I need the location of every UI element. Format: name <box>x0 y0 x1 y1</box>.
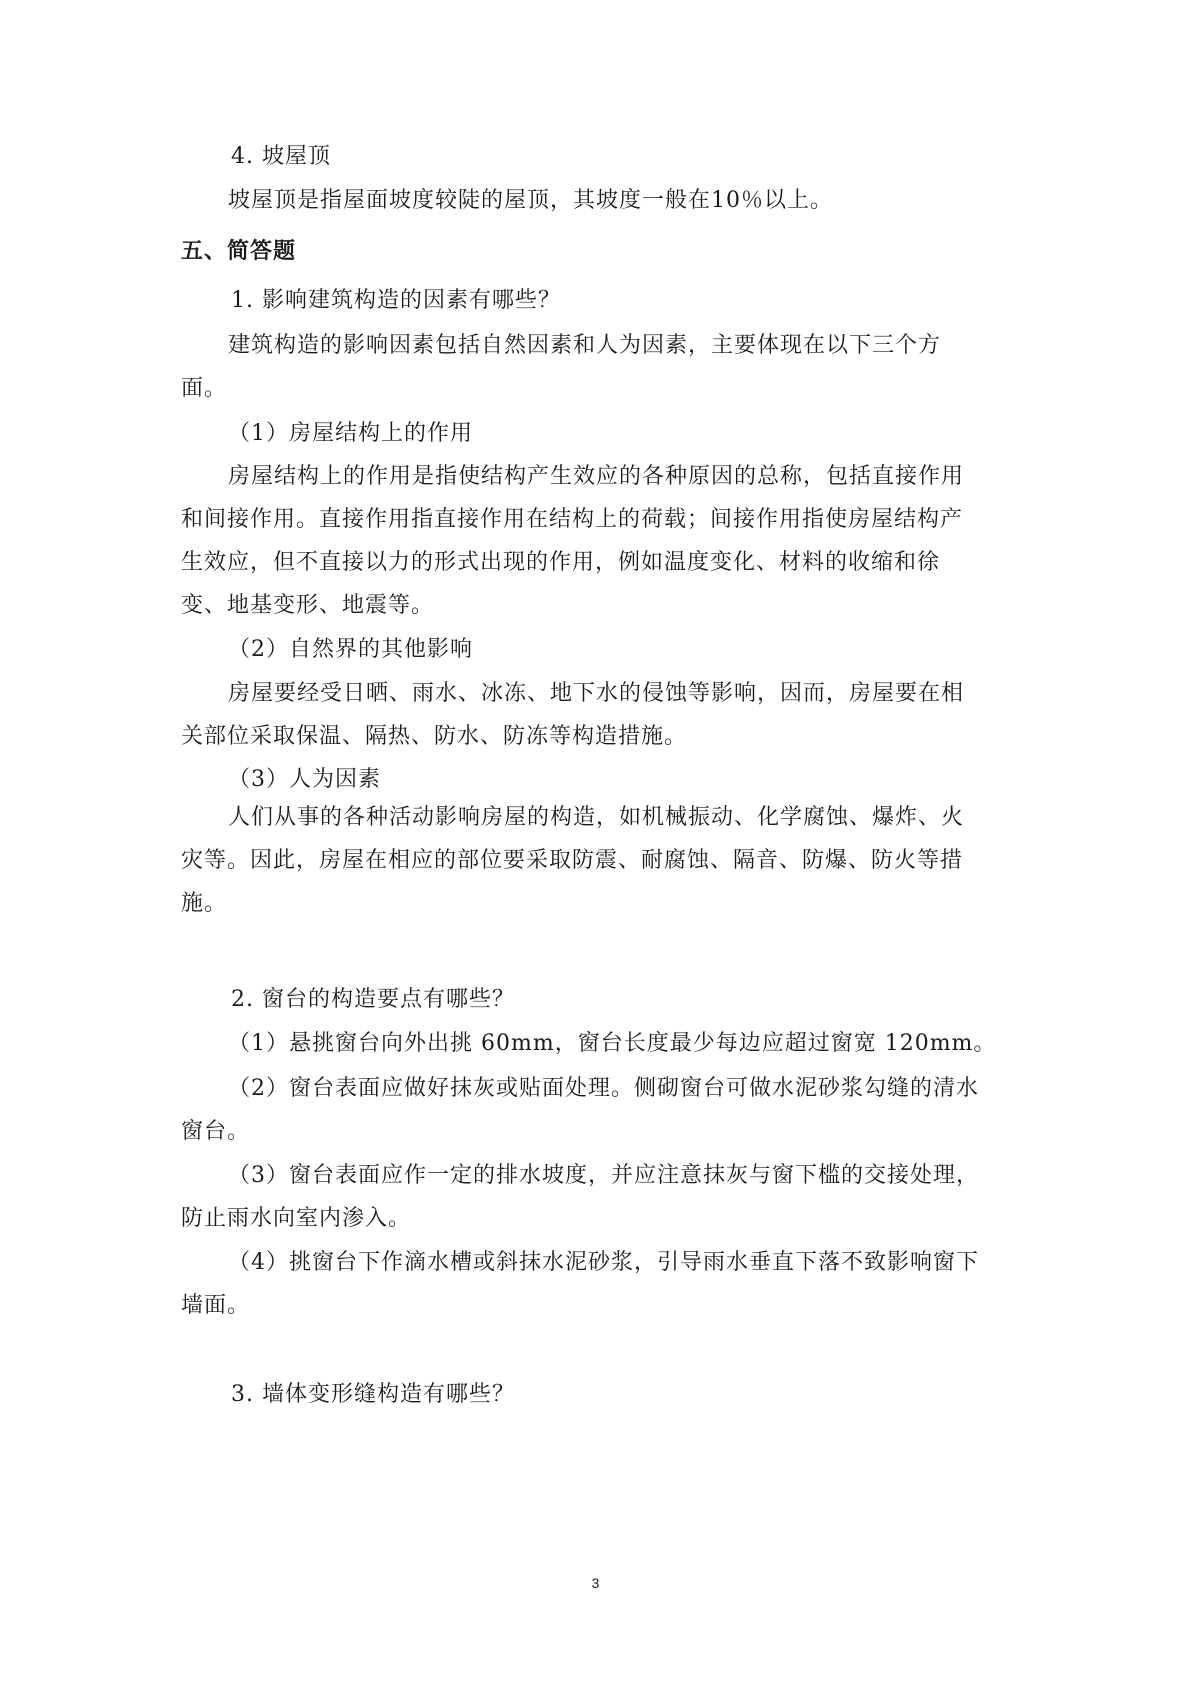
q2-point-1: （1）悬挑窗台向外出挑 60mm，窗台长度最少每边应超过窗宽 120mm。 <box>228 1031 997 1056</box>
section-5-heading: 五、简答题 <box>181 239 297 264</box>
q1-sub3-line-1: 人们从事的各种活动影响房屋的构造，如机械振动、化学腐蚀、爆炸、火 <box>228 805 965 830</box>
q2-point-2-line-2: 窗台。 <box>181 1119 251 1144</box>
q1-intro-line-2: 面。 <box>181 376 228 401</box>
q2-point-2-line-1: （2）窗台表面应做好抹灰或贴面处理。侧砌窗台可做水泥砂浆勾缝的清水 <box>228 1076 979 1101</box>
question-2: 2. 窗台的构造要点有哪些？ <box>231 987 515 1012</box>
q1-sub3-line-2: 灾等。因此，房屋在相应的部位要采取防震、耐腐蚀、隔音、防爆、防火等措 <box>181 848 964 873</box>
q2-point-3-line-1: （3）窗台表面应作一定的排水坡度，并应注意抹灰与窗下槛的交接处理， <box>228 1163 979 1188</box>
question-1: 1. 影响建筑构造的因素有哪些？ <box>231 288 561 313</box>
q1-sub1-title: （1）房屋结构上的作用 <box>228 421 473 446</box>
q1-sub2-line-2: 关部位采取保温、隔热、防水、防冻等构造措施。 <box>181 724 688 749</box>
q1-sub3-title: （3）人为因素 <box>228 767 381 792</box>
q1-sub1-line-3: 生效应，但不直接以力的形式出现的作用，例如温度变化、材料的收缩和徐 <box>181 550 941 575</box>
question-3: 3. 墙体变形缝构造有哪些？ <box>231 1382 515 1407</box>
q1-sub2-title: （2）自然界的其他影响 <box>228 637 473 662</box>
q1-intro-line-1: 建筑构造的影响因素包括自然因素和人为因素，主要体现在以下三个方 <box>228 333 942 358</box>
q1-sub3-line-3: 施。 <box>181 891 228 916</box>
section-4-text: 坡屋顶是指屋面坡度较陡的屋顶，其坡度一般在10％以上。 <box>228 188 833 213</box>
q1-sub1-line-1: 房屋结构上的作用是指使结构产生效应的各种原因的总称，包括直接作用 <box>228 464 965 489</box>
section-4-title: 4. 坡屋顶 <box>231 144 331 169</box>
page-number: 3 <box>591 1575 600 1591</box>
q1-sub2-line-1: 房屋要经受日晒、雨水、冰冻、地下水的侵蚀等影响，因而，房屋要在相 <box>228 681 965 706</box>
q1-sub1-line-2: 和间接作用。直接作用指直接作用在结构上的荷载；间接作用指使房屋结构产 <box>181 507 964 532</box>
q2-point-3-line-2: 防止雨水向室内渗入。 <box>181 1206 412 1231</box>
q1-sub1-line-4: 变、地基变形、地震等。 <box>181 593 435 618</box>
q2-point-4-line-2: 墙面。 <box>181 1293 251 1318</box>
q2-point-4-line-1: （4）挑窗台下作滴水槽或斜抹水泥砂浆，引导雨水垂直下落不致影响窗下 <box>228 1250 979 1275</box>
